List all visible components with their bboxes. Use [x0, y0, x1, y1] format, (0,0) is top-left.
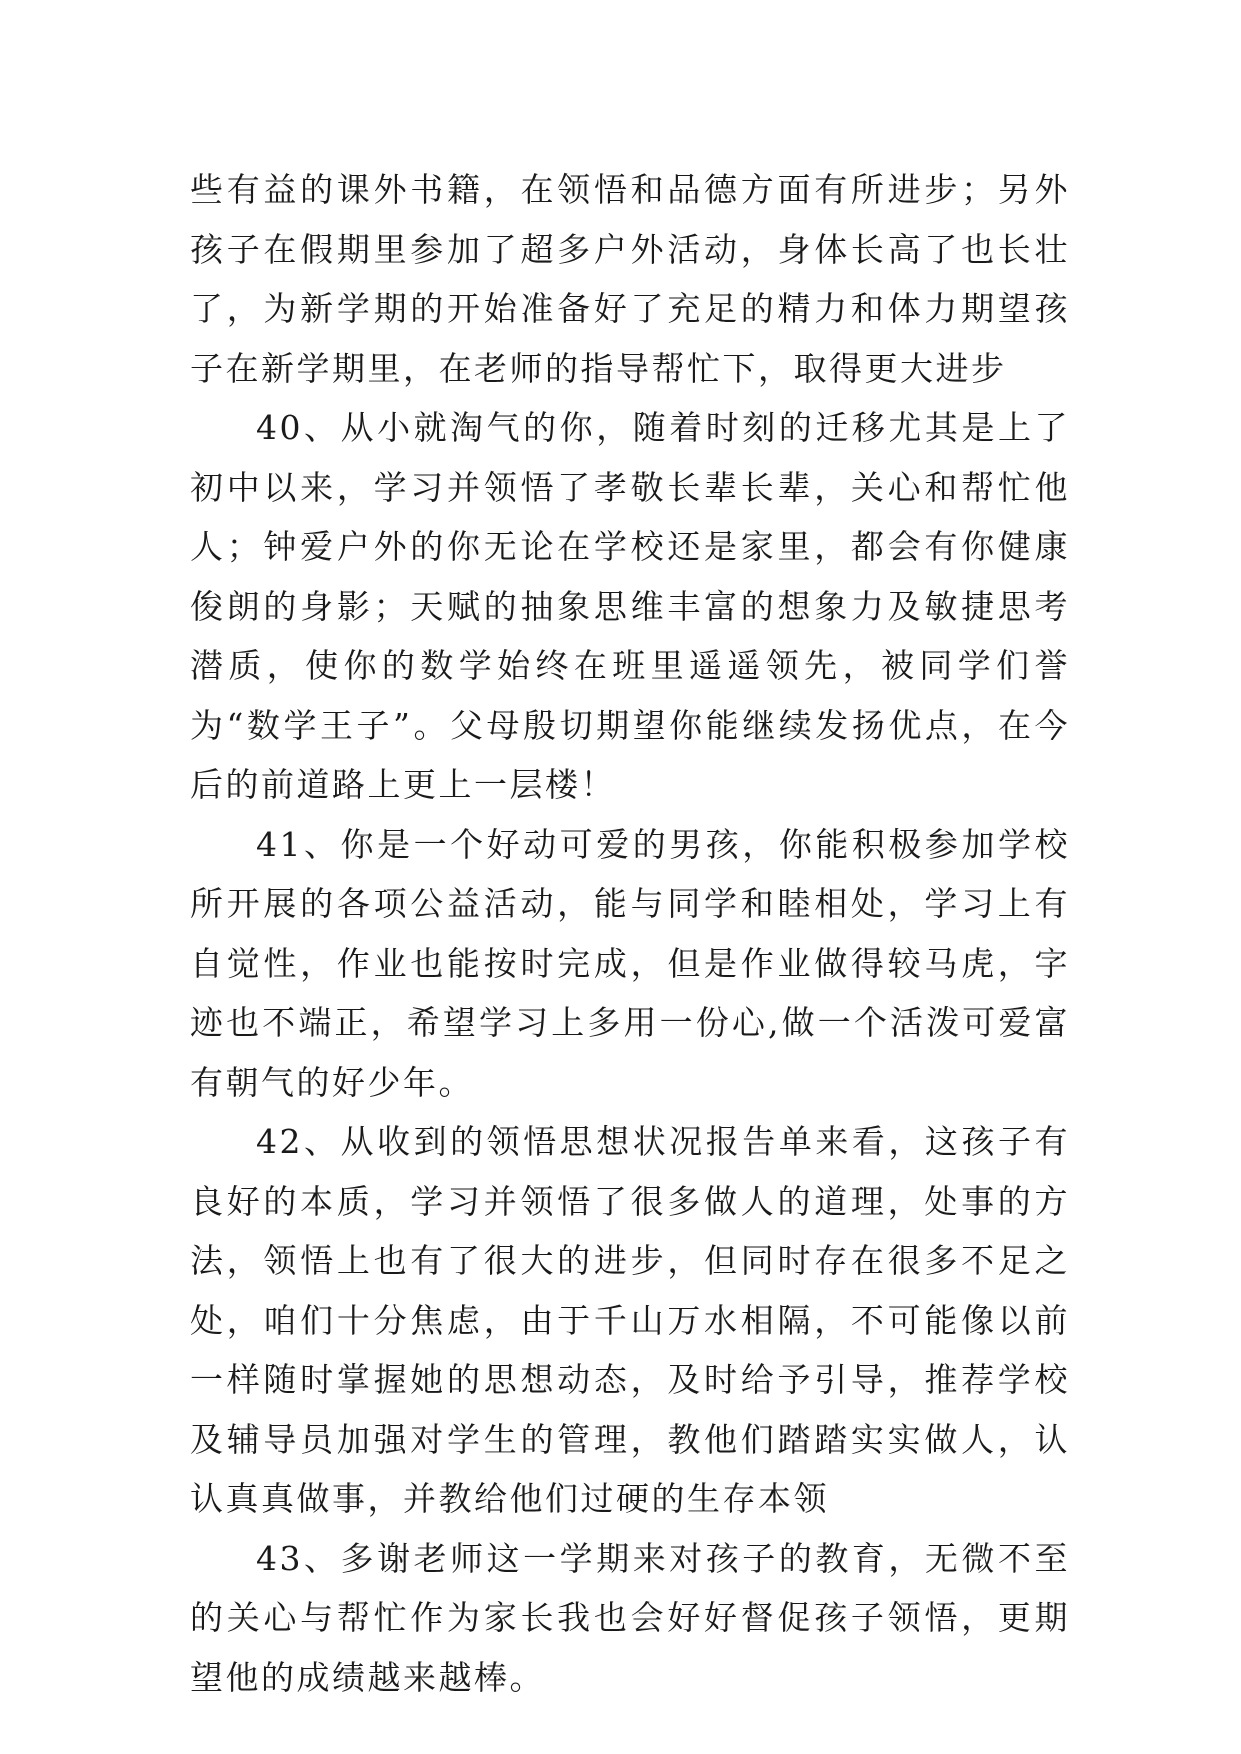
paragraph-42: 42、从收到的领悟思想状况报告单来看，这孩子有良好的本质，学习并领悟了很多做人的道理，处事的方法，领悟上也有了很大的进步，但同时存在很多不足之处，咱们十分焦虑，由于千山万水相隔，不可能像以前一样随时掌握她的思想动态，及时给予引导，推荐学校及辅导员加强对学生的管理，教他们踏踏实实做人，认认真真做事，并教给他们过硬的生存本领: [190, 1122, 1070, 1518]
paragraph-40: 40、从小就淘气的你，随着时刻的迁移尤其是上了初中以来，学习并领悟了孝敬长辈长辈，关心和帮忙他人；钟爱户外的你无论在学校还是家里，都会有你健康俊朗的身影；天赋的抽象思维丰富的想象力及敏捷思考潜质，使你的数学始终在班里遥遥领先，被同学们誉为“数学王子”。父母殷切期望你能继续发扬优点，在今后的前道路上更上一层楼！: [190, 408, 1070, 804]
paragraph-41: 41、你是一个好动可爱的男孩，你能积极参加学校所开展的各项公益活动，能与同学和睦相处，学习上有自觉性，作业也能按时完成，但是作业做得较马虎，字迹也不端正，希望学习上多用一份心,做一个活泼可爱富有朝气的好少年。: [190, 824, 1070, 1102]
document-body: [190, 160, 1070, 1707]
paragraph-43: 43、多谢老师这一学期来对孩子的教育，无微不至的关心与帮忙作为家长我也会好好督促孩子领悟，更期望他的成绩越来越棒。: [190, 1538, 1070, 1697]
paragraph-continuation: 些有益的课外书籍，在领悟和品德方面有所进步；另外孩子在假期里参加了超多户外活动，身体长高了也长壮了，为新学期的开始准备好了充足的精力和体力期望孩子在新学期里，在老师的指导帮忙下，取得更大进步: [190, 170, 1070, 388]
